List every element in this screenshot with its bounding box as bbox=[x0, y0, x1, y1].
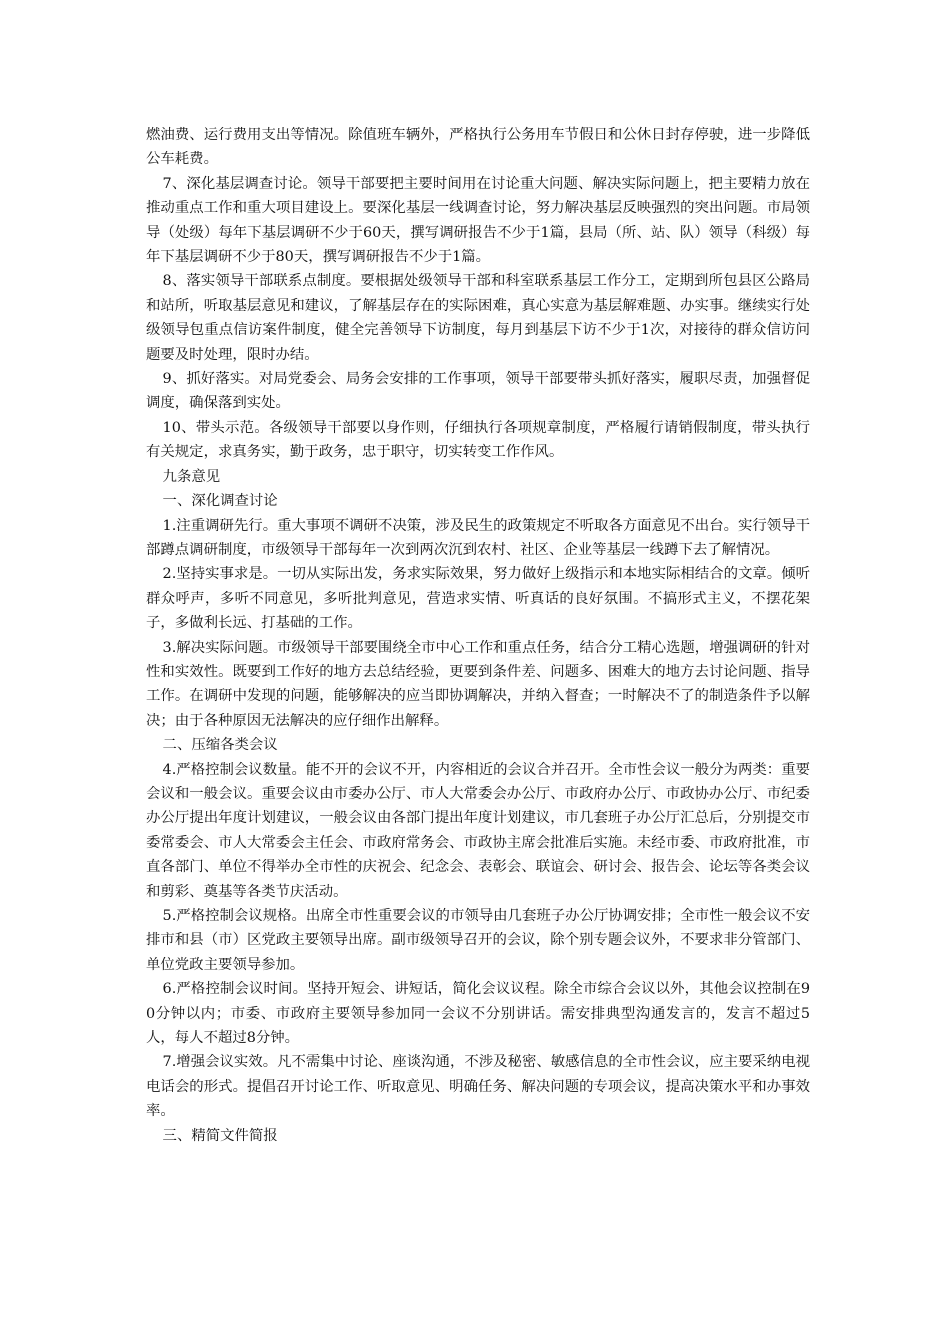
section-title: 九条意见 bbox=[162, 468, 221, 485]
paragraph-opinion-3: 3.解决实际问题。市级领导干部要围绕全市中心工作和重点任务，结合分工精心选题，增强调研的针对性和实效性。既要到工作好的地方去总结经验，更要到条件差、问题多、困难大的地方去讨论问题、指导工作。在调研中发现的问题，能够解决的应当即协调解决，并纳入督查；一时解决不了的制造条件予以解决；由于各种原因无法解决的应仔细作出解释。 bbox=[146, 639, 810, 729]
paragraph-opinion-5: 5.严格控制会议规格。出席全市性重要会议的市领导由几套班子办公厅协调安排；全市性一般会议不安排市和县（市）区党政主要领导出席。副市级领导召开的会议，除个别专题会议外，不要求非分管部门、单位党政主要领导参加。 bbox=[146, 908, 810, 973]
paragraph-item-9: 9、抓好落实。对局党委会、局务会安排的工作事项，领导干部要带头抓好落实，履职尽责，加强督促调度，确保落到实处。 bbox=[146, 371, 810, 412]
paragraph-item-8: 8、落实领导干部联系点制度。要根据处级领导干部和科室联系基层工作分工，定期到所包县区公路局和站所，听取基层意见和建议，了解基层存在的实际困难，真心实意为基层解难题、办实事。继续实行处级领导包重点信访案件制度，健全完善领导下访制度，每月到基层下访不少于1次，对接待的群众信访问题要及时处理，限时办结。 bbox=[146, 273, 810, 363]
paragraph-opinion-6: 6.严格控制会议时间。坚持开短会、讲短话，简化会议议程。除全市综合会议以外，其他会议控制在90分钟以内；市委、市政府主要领导参加同一会议不分别讲话。需安排典型沟通发言的，发言不超过5人，每人不超过8分钟。 bbox=[146, 981, 810, 1047]
section-heading-1: 一、深化调查讨论 bbox=[162, 493, 278, 510]
document-body bbox=[146, 123, 810, 1148]
paragraph-opinion-1: 1.注重调研先行。重大事项不调研不决策，涉及民生的政策规定不听取各方面意见不出台。实行领导干部蹲点调研制度，市级领导干部每年一次到两次沉到农村、社区、企业等基层一线蹲下去了解情况。 bbox=[146, 517, 810, 558]
paragraph-opinion-7: 7.增强会议实效。凡不需集中讨论、座谈沟通，不涉及秘密、敏感信息的全市性会议，应主要采纳电视电话会的形式。提倡召开讨论工作、听取意见、明确任务、解决问题的专项会议，提高决策水平和办事效率。 bbox=[146, 1054, 810, 1120]
section-heading-3: 三、精简文件简报 bbox=[162, 1127, 278, 1144]
section-heading-2: 二、压缩各类会议 bbox=[162, 737, 278, 754]
paragraph-opinion-2: 2.坚持实事求是。一切从实际出发，务求实际效果，努力做好上级指示和本地实际相结合的文章。倾听群众呼声，多听不同意见，多听批判意见，营造求实情、听真话的良好氛围。不搞形式主义，不摆花架子，多做利长远、打基础的工作。 bbox=[146, 566, 810, 632]
paragraph-continuation: 燃油费、运行费用支出等情况。除值班车辆外，严格执行公务用车节假日和公休日封存停驶，进一步降低公车耗费。 bbox=[146, 127, 810, 168]
paragraph-item-10: 10、带头示范。各级领导干部要以身作则，仔细执行各项规章制度，严格履行请销假制度，带头执行有关规定，求真务实，勤于政务，忠于职守，切实转变工作作风。 bbox=[146, 419, 810, 461]
paragraph-opinion-4: 4.严格控制会议数量。能不开的会议不开，内容相近的会议合并召开。全市性会议一般分为两类：重要会议和一般会议。重要会议由市委办公厅、市人大常委会办公厅、市政府办公厅、市政协办公厅、市纪委办公厅提出年度计划建议，一般会议由各部门提出年度计划建议，市几套班子办公厅汇总后，分别提交市委常委会、市人大常委会主任会、市政府常务会、市政协主席会批准后实施。未经市委、市政府批准，市直各部门、单位不得举办全市性的庆祝会、纪念会、表彰会、联谊会、研讨会、报告会、论坛等各类会议和剪彩、奠基等各类节庆活动。 bbox=[146, 761, 810, 900]
paragraph-item-7: 7、深化基层调查讨论。领导干部要把主要时间用在讨论重大问题、解决实际问题上，把主要精力放在推动重点工作和重大项目建设上。要深化基层一线调查讨论，努力解决基层反映强烈的突出问题。市局领导（处级）每年下基层调研不少于60天，撰写调研报告不少于1篇，县局（所、站、队）领导（科级）每年下基层调研不少于80天，撰写调研报告不少于1篇。 bbox=[146, 175, 810, 266]
